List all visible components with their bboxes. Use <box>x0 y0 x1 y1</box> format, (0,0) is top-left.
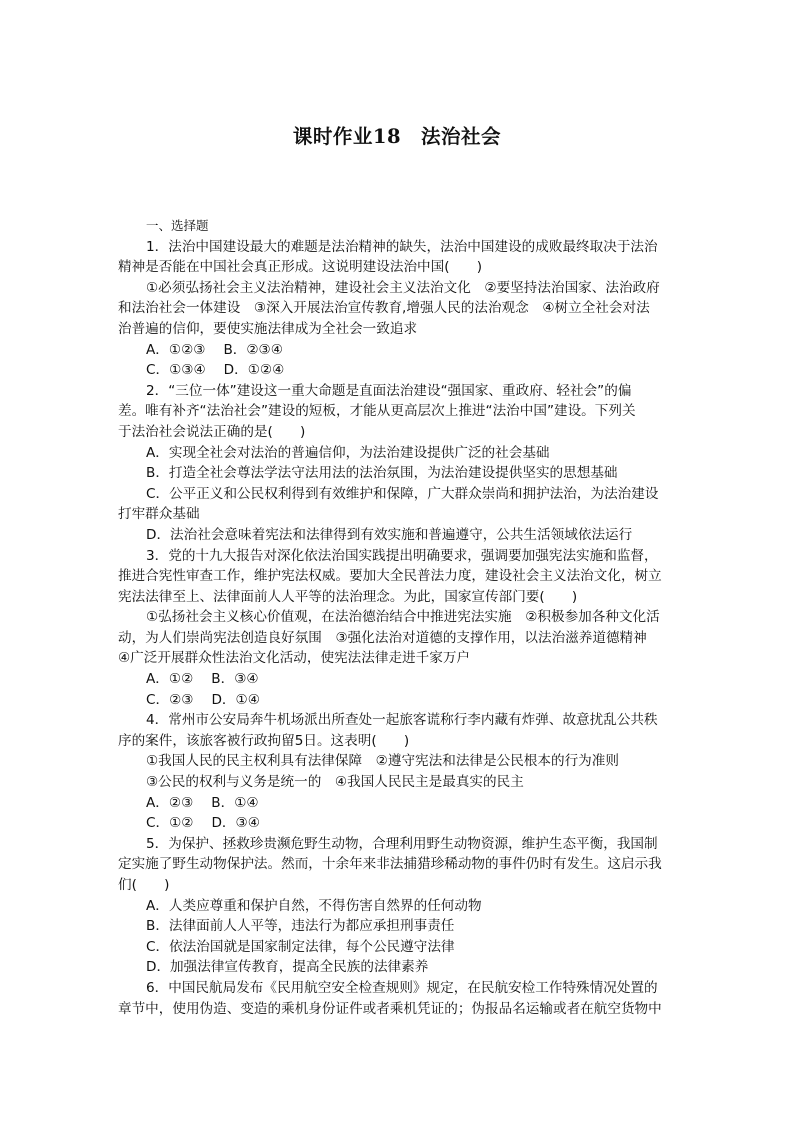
q4-stem-line-2: 序的案件，该旅客被行政拘留5日。这表明( ) <box>118 732 410 749</box>
q1-stem-line-1: 1．法治中国建设最大的难题是法治精神的缺失，法治中国建设的成败最终取决于法治 <box>146 238 658 255</box>
q2-stem-line-3: 于法治社会说法正确的是( ) <box>118 423 306 440</box>
q5-stem-line-1: 5．为保护、拯救珍贵濒危野生动物，合理利用野生动物资源，维护生态平衡，我国制 <box>146 835 658 852</box>
q4-option-d: D．③④ <box>211 815 260 832</box>
q1-option-c: C．①③④ <box>146 362 206 379</box>
q3-options-row-1 <box>118 669 678 690</box>
q2-option-c-line-1: C．公平正义和公民权利得到有效维护和保障，广大群众崇尚和拥护法治，为法治建设 <box>146 485 659 502</box>
q3-stem-line-1: 3．党的十九大报告对深化依法治国实践提出明确要求，强调要加强宪法实施和监督， <box>146 547 658 564</box>
q3-option-b: B．③④ <box>211 671 259 688</box>
page-title: 课时作业18 法治社会 <box>292 125 502 148</box>
q1-option-b: B．②③④ <box>223 341 283 358</box>
q3-option-a: A．①② <box>146 671 194 688</box>
q6-stem-line-1: 6．中国民航局发布《民用航空安全检查规则》规定，在民航安检工作特殊情况处置的 <box>146 979 658 996</box>
q4-stem-line-3: ①我国人民的民主权利具有法律保障 ②遵守宪法和法律是公民根本的行为准则 <box>146 753 619 770</box>
document-body <box>118 216 678 1019</box>
q3-stem-line-6: ④广泛开展群众性法治文化活动，使宪法法律走进千家万户 <box>118 650 471 667</box>
q3-stem-line-5: 动，为人们崇尚宪法创造良好氛围 ③强化法治对道德的支撑作用，以法治滋养道德精神 <box>118 629 647 646</box>
q2-option-c-line-2: 打牢群众基础 <box>118 506 200 523</box>
q1-option-a: A．①②③ <box>146 341 206 358</box>
q5-option-c: C．依法治国就是国家制定法律，每个公民遵守法律 <box>146 938 455 955</box>
q2-option-a: A．实现全社会对法治的普遍信仰，为法治建设提供广泛的社会基础 <box>146 444 550 461</box>
q4-options-row-2 <box>118 813 678 834</box>
q5-stem-line-2: 定实施了野生动物保护法。然而，十余年来非法捕猎珍稀动物的事件仍时有发生。这启示我 <box>118 856 662 873</box>
section-heading: 一、选择题 <box>146 218 209 233</box>
q1-stem-line-5: 治普遍的信仰，要使实施法律成为全社会一致追求 <box>118 320 418 337</box>
q1-options-row-2 <box>118 360 678 381</box>
q3-stem-line-3: 宪法法律至上、法律面前人人平等的法治理念。为此，国家宣传部门要( ) <box>118 588 578 605</box>
q3-stem-line-2: 推进合宪性审查工作，维护宪法权威。要加大全民普法力度，建设社会主义法治文化，树立 <box>118 568 662 585</box>
q1-options-row-1 <box>118 340 678 361</box>
q2-stem-line-2: 差。唯有补齐“法治社会”建设的短板，才能从更高层次上推进“法治中国”建设。下列关 <box>118 403 636 420</box>
q4-option-c: C．①② <box>146 815 194 832</box>
q3-option-c: C．②③ <box>146 691 194 708</box>
q4-options-row-1 <box>118 793 678 814</box>
q4-option-a: A．②③ <box>146 794 194 811</box>
q3-options-row-2 <box>118 690 678 711</box>
q5-option-a: A．人类应尊重和保护自然，不得伤害自然界的任何动物 <box>146 897 482 914</box>
q2-stem-line-1: 2．“三位一体”建设这一重大命题是直面法治建设“强国家、重政府、轻社会”的偏 <box>146 382 632 399</box>
q5-stem-line-3: 们( ) <box>118 877 170 893</box>
q3-option-d: D．①④ <box>211 691 260 708</box>
q6-stem-line-2: 章节中，使用伪造、变造的乘机身份证件或者乘机凭证的；伪报品名运输或者在航空货物中 <box>118 1000 662 1017</box>
q2-option-b: B．打造全社会尊法学法守法用法的法治氛围，为法治建设提供坚实的思想基础 <box>146 465 618 482</box>
q5-option-d: D．加强法律宣传教育，提高全民族的法律素养 <box>146 959 429 976</box>
q5-option-b: B．法律面前人人平等，违法行为都应承担刑事责任 <box>146 918 455 935</box>
q4-option-b: B．①④ <box>211 794 259 811</box>
q1-option-d: D．①②④ <box>223 362 285 379</box>
q4-stem-line-4: ③公民的权利与义务是统一的 ④我国人民民主是最真实的民主 <box>146 774 524 791</box>
q1-stem-line-3: ①必须弘扬社会主义法治精神，建设社会主义法治文化 ②要坚持法治国家、法治政府 <box>146 279 660 296</box>
q1-stem-line-2: 精神是否能在中国社会真正形成。这说明建设法治中国( ) <box>118 259 483 276</box>
q1-stem-line-4: 和法治社会一体建设 ③深入开展法治宣传教育,增强人民的法治观念 ④树立全社会对法 <box>118 300 650 317</box>
q4-stem-line-1: 4．常州市公安局奔牛机场派出所查处一起旅客谎称行李内藏有炸弹、故意扰乱公共秩 <box>146 712 658 729</box>
q3-stem-line-4: ①弘扬社会主义核心价值观，在法治德治结合中推进宪法实施 ②积极参加各种文化活 <box>146 609 660 626</box>
q2-option-d: D．法治社会意味着宪法和法律得到有效实施和普遍遵守，公共生活领域依法运行 <box>146 526 633 543</box>
